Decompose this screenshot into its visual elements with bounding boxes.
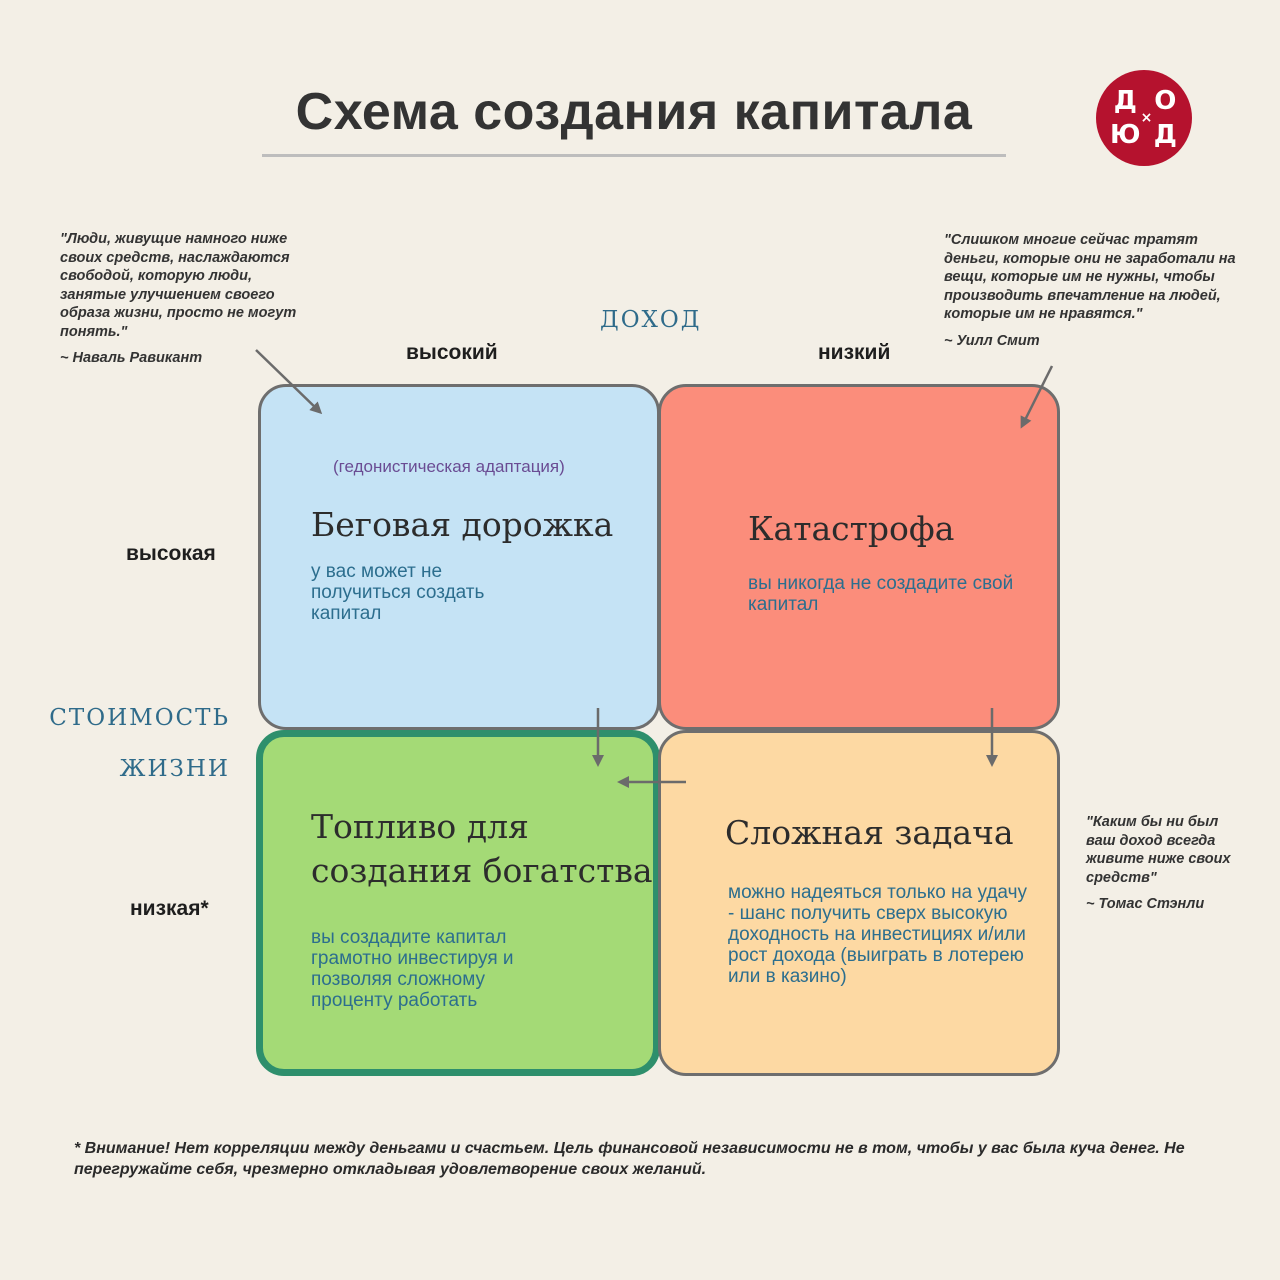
income-axis-title: доход (600, 296, 702, 335)
quadrant-description: можно надеяться только на удачу - шанс получить сверх высокую доходность на инвестициях и/или рост дохода (выиграть в лотерею или в казино) (728, 882, 1027, 987)
hedonic-note: (гедонистическая адаптация) (333, 457, 565, 476)
quadrant-title: Беговая дорожка (311, 505, 614, 544)
logo-letter: Д (1153, 120, 1177, 150)
quadrant-description: вы никогда не создадите свой капитал (748, 573, 1014, 615)
arrow-left-quote (256, 350, 320, 412)
quadrant-title-line2: создания богатства (311, 851, 653, 890)
quadrant-title: Катастрофа (748, 509, 955, 548)
logo-cross: × (1140, 110, 1153, 126)
quadrant-description: у вас может не получиться создать капитал (311, 561, 485, 624)
income-low-label: низкий (818, 341, 891, 364)
quote-text: "Слишком многие сейчас тратят деньги, которые они не заработали на вещи, которые им не нужны, чтобы производить впечатление на людей, которые им не нравятся." (944, 232, 1236, 322)
page-title: Схема создания капитала (295, 83, 973, 141)
cost-axis-title-line1: стоимость (49, 694, 230, 733)
quadrant-title: Сложная задача (725, 813, 1014, 852)
footnote: * Внимание! Нет корреляции между деньгами и счастьем. Цель финансовой независимости не в том, чтобы у вас была куча денег. Не перегружайте себя, чрезмерно откладывая удовлетворение своих желаний. (74, 1140, 1185, 1178)
quadrant-description: вы создадите капитал грамотно инвестируя и позволяя сложному проценту работать (311, 927, 514, 1011)
quote-author: ~ Уилл Смит (944, 332, 1040, 349)
cost-axis-title-line2: жизни (119, 745, 230, 784)
logo-letter: Ю (1110, 120, 1141, 150)
logo-letter: О (1154, 86, 1177, 116)
quadrant-title-line1: Топливо для (311, 807, 529, 846)
logo-letter: Д (1113, 86, 1137, 116)
income-high-label: высокий (406, 341, 498, 364)
quote-text: "Люди, живущие намного ниже своих средств, наслаждаются свободой, которую люди, занятые улучшением своего образа жизни, просто не могут понять." (60, 231, 297, 340)
quote-author: ~ Наваль Равикант (60, 350, 203, 366)
quote-author: ~ Томас Стэнли (1086, 896, 1205, 912)
quote-text: "Каким бы ни был ваш доход всегда живите ниже своих средств" (1086, 814, 1231, 886)
cost-high-label: высокая (126, 542, 216, 565)
arrow-right-quote (1022, 366, 1052, 426)
cost-low-label: низкая* (130, 897, 209, 920)
